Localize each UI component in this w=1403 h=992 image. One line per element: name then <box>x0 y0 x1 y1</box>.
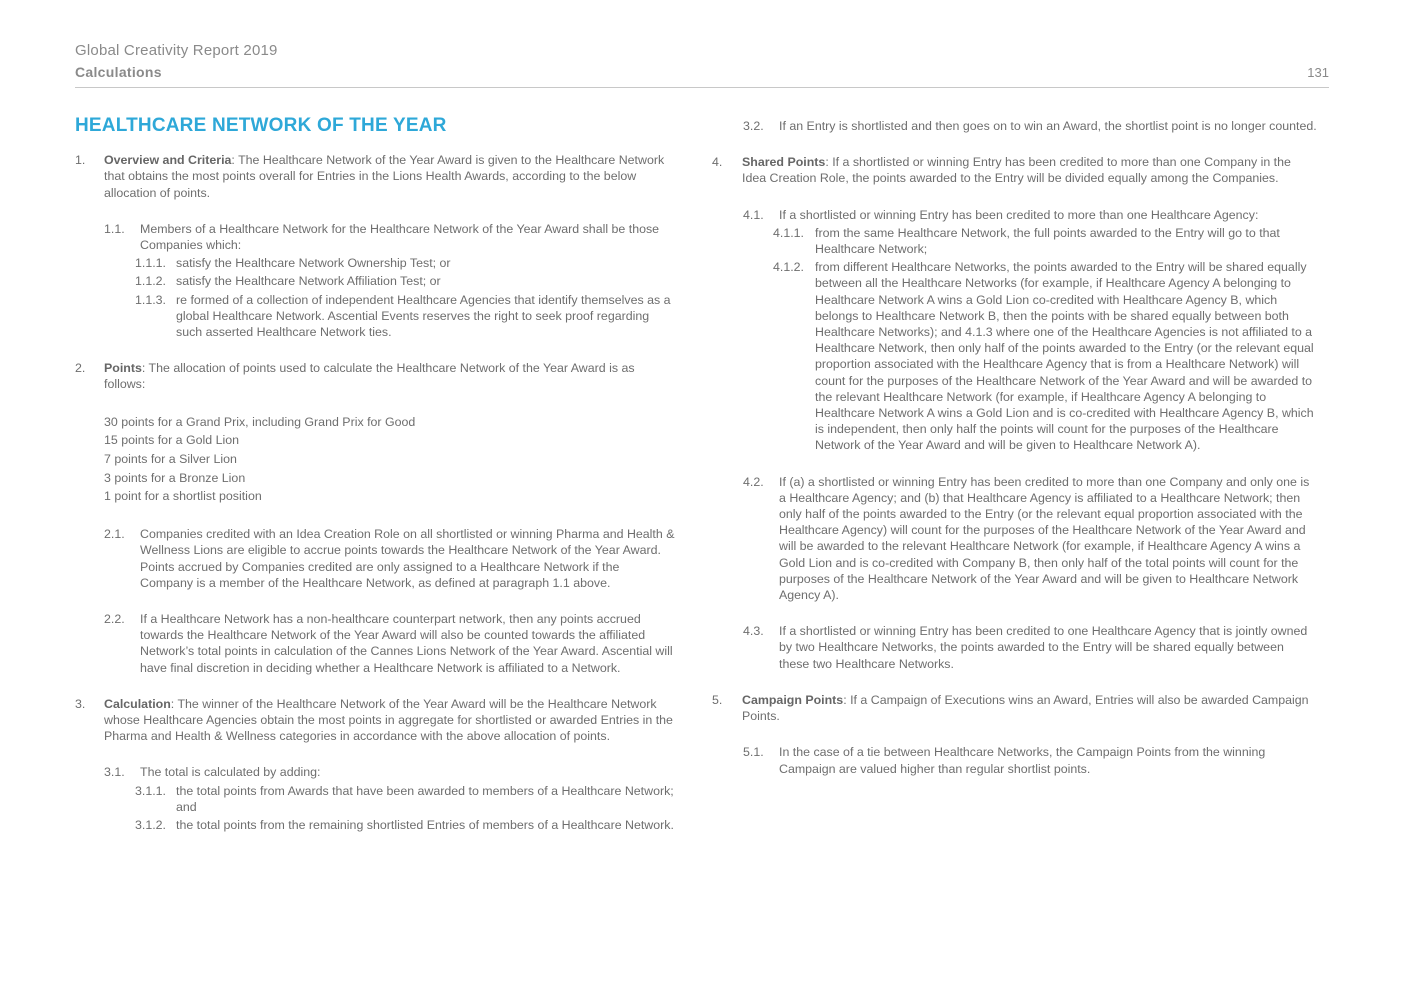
points-item: 7 points for a Silver Lion <box>104 452 237 467</box>
clause-number: 3.1.1. <box>135 783 167 798</box>
clause-text: If (a) a shortlisted or winning Entry has been credited to more than one Company and only one is a Healthcare Agency; and (b) that Healthcare Agency is affiliated to a Healthcare Network; then only half of the points awarded to the Entry (or the relevant equal proportion associated with the Healthcare Agency) will count for the purposes of the Healthcare Network of the Year Award and will be awarded to the relevant Healthcare Network (for example, if Healthcare Agency A wins a Gold Lion and is co-credited with Company B, then only half of the total points will count for the purposes of the Healthcare Network of the Year Award and will be given to Healthcare Network Agency A). <box>779 474 1310 603</box>
section-1 <box>75 152 675 201</box>
clause-text: If a shortlisted or winning Entry has been credited to one Healthcare Agency that is jointly owned by two Healthcare Networks, the points awarded to the Entry will be shared equally between these two Healthcare Networks. <box>779 624 1308 671</box>
clause-text: The total is calculated by adding: <box>140 765 321 780</box>
clause-text: Members of a Healthcare Network for the Healthcare Network of the Year Award shall be those Companies which: <box>140 221 660 253</box>
section-number: 3. <box>75 696 86 711</box>
clause-number: 1.1.3. <box>135 292 167 307</box>
right-column <box>712 118 1317 777</box>
points-item: 3 points for a Bronze Lion <box>104 470 246 485</box>
clause-3-1-2 <box>75 817 675 833</box>
points-item: 1 point for a shortlist position <box>104 489 262 504</box>
clause-number: 1.1.1. <box>135 256 167 271</box>
clause-number: 4.2. <box>743 474 764 489</box>
clause-text: from the same Healthcare Network, the full points awarded to the Entry will go to that Healthcare Network; <box>815 225 1280 257</box>
clause-text: If a Healthcare Network has a non-healthcare counterpart network, then any points accrued towards the Healthcare Network of the Year Award will also be counted towards the affiliated Network’s total points in calculation of the Cannes Lions Network of the Year Award. Ascential will have final discretion in deciding whether a Healthcare Network is affiliated to a Network. <box>140 611 673 675</box>
section-term: Campaign Points <box>742 692 844 707</box>
clause-number: 4.1.1. <box>773 225 805 240</box>
clause-number: 3.2. <box>743 119 764 133</box>
clause-1-1 <box>75 221 675 253</box>
clause-number: 3.1. <box>104 765 125 780</box>
clause-number: 1.1.2. <box>135 274 167 289</box>
section-number: 5. <box>712 692 723 707</box>
clause-number: 2.1. <box>104 527 125 542</box>
clause-1-1-2 <box>75 273 675 289</box>
clause-3-2 <box>712 118 1317 134</box>
clause-text: In the case of a tie between Healthcare Networks, the Campaign Points from the winning Campaign are valued higher than regular shortlist points. <box>779 745 1266 776</box>
section-5 <box>712 692 1317 724</box>
points-list <box>75 413 675 507</box>
clause-4-1-1 <box>712 225 1317 257</box>
clause-4-1-2 <box>712 259 1317 453</box>
clause-number: 2.2. <box>104 611 125 626</box>
section-text: : The Healthcare Network of the Year Award is given to the Healthcare Network that obtains the most points overall for Entries in the Lions Health Awards, according to the below allocation of points. <box>104 153 665 200</box>
page-heading: HEALTHCARE NETWORK OF THE YEAR <box>75 115 447 136</box>
clause-1-1-3 <box>75 292 675 341</box>
page-number: 131 <box>1307 65 1329 80</box>
section-term: Shared Points <box>742 155 826 170</box>
clause-text: re formed of a collection of independent Healthcare Agencies that identify themselves as a global Healthcare Network. Ascential Events reserves the right to seek proof regarding such asserted Healthcare Network ties. <box>176 292 671 340</box>
page-header <box>75 42 1329 88</box>
clause-text: the total points from the remaining shortlisted Entries of members of a Healthcare Network. <box>176 818 674 832</box>
clause-text: the total points from Awards that have been awarded to members of a Healthcare Network; and <box>176 783 674 814</box>
section-text: : The allocation of points used to calculate the Healthcare Network of the Year Award is as follows: <box>104 361 635 392</box>
section-number: 1. <box>75 153 86 168</box>
clause-1-1-1 <box>75 255 675 271</box>
clause-3-1 <box>75 764 675 780</box>
section-term: Calculation <box>104 696 171 711</box>
clause-2-1 <box>75 526 675 591</box>
clause-text: satisfy the Healthcare Network Affiliation Test; or <box>176 274 441 289</box>
clause-number: 1.1. <box>104 221 125 236</box>
clause-4-2 <box>712 474 1317 604</box>
section-4 <box>712 154 1317 186</box>
section-term: Points <box>104 361 142 376</box>
clause-2-2 <box>75 611 675 676</box>
section-number: 4. <box>712 155 723 170</box>
report-title: Global Creativity Report 2019 <box>75 42 278 59</box>
section-term: Overview and Criteria <box>104 153 232 168</box>
clause-number: 4.1.2. <box>773 260 805 275</box>
clause-4-3 <box>712 623 1317 672</box>
clause-number: 4.3. <box>743 624 764 639</box>
clause-text: Companies credited with an Idea Creation Role on all shortlisted or winning Pharma and Health & Wellness Lions are eligible to accrue points towards the Healthcare Network of the Year Award. Points accrued by Companies credited are only assigned to a Healthcare Network if the Company is a member of the Healthcare Network, as defined at paragraph 1.1 above. <box>140 527 675 590</box>
section-3 <box>75 696 675 745</box>
section-text: : If a Campaign of Executions wins an Award, Entries will also be awarded Campaign Points. <box>742 692 1309 724</box>
left-column <box>75 100 675 833</box>
clause-text: If an Entry is shortlisted and then goes on to win an Award, the shortlist point is no longer counted. <box>779 119 1317 133</box>
clause-number: 5.1. <box>743 745 764 760</box>
clause-text: If a shortlisted or winning Entry has been credited to more than one Healthcare Agency: <box>779 207 1259 222</box>
clause-text: satisfy the Healthcare Network Ownership Test; or <box>176 256 451 271</box>
section-2 <box>75 360 675 392</box>
clause-5-1 <box>712 744 1317 776</box>
section-title: Calculations <box>75 64 162 80</box>
clause-number: 4.1. <box>743 207 764 222</box>
clause-4-1 <box>712 207 1317 223</box>
section-text: : If a shortlisted or winning Entry has been credited to more than one Company in the Idea Creation Role, the points awarded to the Entry will be divided equally among the Companies. <box>742 155 1291 186</box>
section-number: 2. <box>75 361 86 376</box>
clause-3-1-1 <box>75 783 675 815</box>
clause-text: from different Healthcare Networks, the points awarded to the Entry will be shared equally between all the Healthcare Networks (for example, if Healthcare Agency A belonging to Healthcare Network A wins a Gold Lion co-credited with Healthcare Agency B, which belongs to Healthcare Network B, then the points with be shared equally between both Healthcare Networks); and 4.1.3 where one of the Healthcare Agencies is not affiliated to a Healthcare Network, then only half of the points awarded to the Entry (or the relevant equal proportion associated with the Healthcare Agency that is from a Healthcare Network) will count for the purposes of the Healthcare Network of the Year Award and will be awarded to the relevant Healthcare Network (for example, if Healthcare Agency A belonging to Healthcare Network A wins a Gold Lion and is co-credited with Healthcare Agency B, which is independent, then only half the points will count for the purposes of the Healthcare Network of the Year Award and will be given to Healthcare Network A). <box>815 260 1314 453</box>
points-item: 15 points for a Gold Lion <box>104 433 240 448</box>
clause-number: 3.1.2. <box>135 818 167 832</box>
points-item: 30 points for a Grand Prix, including Grand Prix for Good <box>104 414 416 429</box>
section-text: : The winner of the Healthcare Network of the Year Award will be the Healthcare Network whose Healthcare Agencies obtain the most points in aggregate for shortlisted or awarded Entries in the Pharma and Health & Wellness categories in accordance with the above allocation of points. <box>104 696 673 744</box>
